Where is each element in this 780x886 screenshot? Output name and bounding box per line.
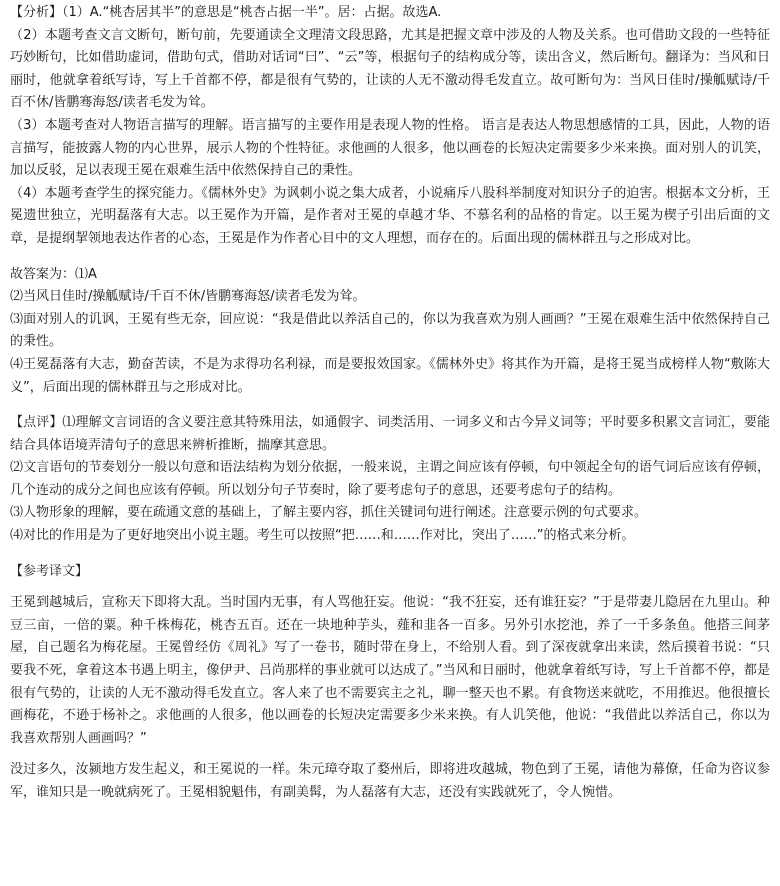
comment-2: ⑵文言语句的节奏划分一般以句意和语法结构为划分依据，一般来说，主谓之间应该有停顿，句中领起全句的语气词后应该有停顿，几个连动的成分之间也应该有停顿。所以划分句子节奏时，除了要考虑句子的意思，还要考虑句子的结构。 (10, 460, 770, 498)
spacer (10, 399, 770, 412)
comment-4: ⑷对比的作用是为了更好地突出小说主题。考生可以按照“把……和……作对比，突出了……”的格式来分析。 (10, 528, 635, 544)
translation-paragraph-2: 没过多久，汝颍地方发生起义，和王冕说的一样。朱元璋夺取了婺州后，即将进攻越城，物色到了王冕，请他为幕僚，任命为咨议参军，谁知只是一晚就病死了。王冕相貌魁伟，有副美髯，为人磊落有大志，还没有实践就死了，令人惋惜。 (10, 762, 770, 800)
analysis-part-3: （3）本题考查对人物语言描写的理解。语言描写的主要作用是表现人物的性格。 语言是表达人物思想感情的工具，因此，人物的语言描写，能披露人物的内心世界，展示人物的个性特征。求他画的人很多，他以画卷的长短决定需要多少米来换。面对别人的讥笑，加以反驳，足以表现王冕在艰难生活中依然保持自己的秉性。 (10, 117, 770, 179)
analysis-part-1: 【分析】（1）A.“桃杏居其半”的意思是“桃杏占据一半”。居：占据。故选A. (10, 5, 442, 20)
spacer (10, 251, 770, 264)
answer-intro: 故答案为：⑴A (10, 266, 97, 282)
translation-paragraph-1: 王冕到越城后，宣称天下即将大乱。当时国内无事，有人骂他狂妄。他说：“我不狂妄，还有谁狂妄？”于是带妻儿隐居在九里山。种豆三亩，一倍的粟。种千株梅花，桃杏五百。还在一块地种芋头，薤和韭各一百多。另外引水挖池，养了一千多条鱼。他搭三间茅屋，自己题名为梅花屋。王冕曾经仿《周礼》写了一卷书，随时带在身上，不给别人看。到了深夜就拿出来读，然后摸着书说：“只要我不死，拿着这本书遇上明主，像伊尹、吕尚那样的事业就可以达成了。”当风和日丽时，他就拿着纸写诗，写上千首都不停，都是很有气势的，让读的人无不激动得毛发直立。客人来了也不需要宾主之礼，聊一整天也不累。有食物送来就吃，不用推迟。他很擅长画梅花，不逊于杨补之。求他画的人很多，他以画卷的长短决定需要多少米来换。有人讥笑他，他说：“我借此以养活自己，你以为我喜欢帮别人画画吗？” (10, 595, 770, 746)
spacer (10, 548, 770, 561)
spacer (10, 583, 770, 592)
comment-1: 【点评】⑴理解文言词语的含义要注意其特殊用法，如通假字、词类活用、一词多义和古今异义词等；平时要多积累文言词汇，要能结合具体语境弄清句子的意思来辨析推断，揣摩其意思。 (10, 415, 770, 453)
comment-3: ⑶人物形象的理解，要在疏通文意的基础上，了解主要内容，抓住关键词句进行阐述。注意要示例的句式要求。 (10, 505, 648, 521)
answer-3: ⑶面对别人的讥讽，王冕有些无奈，回应说：“我是借此以养活自己的，你以为我喜欢为别人画画？”王冕在艰难生活中依然保持自己的秉性。 (10, 311, 770, 350)
answer-4: ⑷王冕磊落有大志，勤奋苦读，不是为求得功名利禄，而是要报效国家。《儒林外史》将其作为开篇，是将王冕当成榜样人物“敷陈大义”，后面出现的儒林群丑与之形成对比。 (10, 356, 770, 395)
analysis-part-2: （2）本题考查文言文断句，断句前，先要通读全文理清文段思路，尤其是把握文章中涉及的人物及关系。也可借助文段的一些特征巧妙断句，比如借助虚词，借助句式，借助对话词“曰”、“云”等，根据句子的结构成分等，读出含义，然后断句。翻译为：当风和日丽时，他就拿着纸写诗，写上千首都不停，都是很有气势的，让读的人无不激动得毛发直立。故可断句为：当风日佳时/操觚赋诗/千百不休/皆鹏骞海怒/读者毛发为耸。 (10, 27, 770, 111)
analysis-part-4: （4）本题考查学生的探究能力。《儒林外史》为讽刺小说之集大成者，小说痛斥八股科举制度对知识分子的迫害。根据本文分析，王冕遗世独立，光明磊落有大志。以王冕作为开篇，是作者对王冕的卓越才华、不慕名利的品格的肯定。以王冕为楔子引出后面的文章，是提纲挈领地表达作者的心态，王冕是作为作者心目中的文人理想，而存在的。后面出现的儒林群丑与之形成对比。 (10, 185, 770, 246)
translation-header: 【参考译文】 (10, 563, 89, 579)
spacer (10, 750, 770, 759)
answer-2: ⑵当风日佳时/操觚赋诗/千百不休/皆鹏骞海怒/读者毛发为耸。 (10, 289, 366, 305)
